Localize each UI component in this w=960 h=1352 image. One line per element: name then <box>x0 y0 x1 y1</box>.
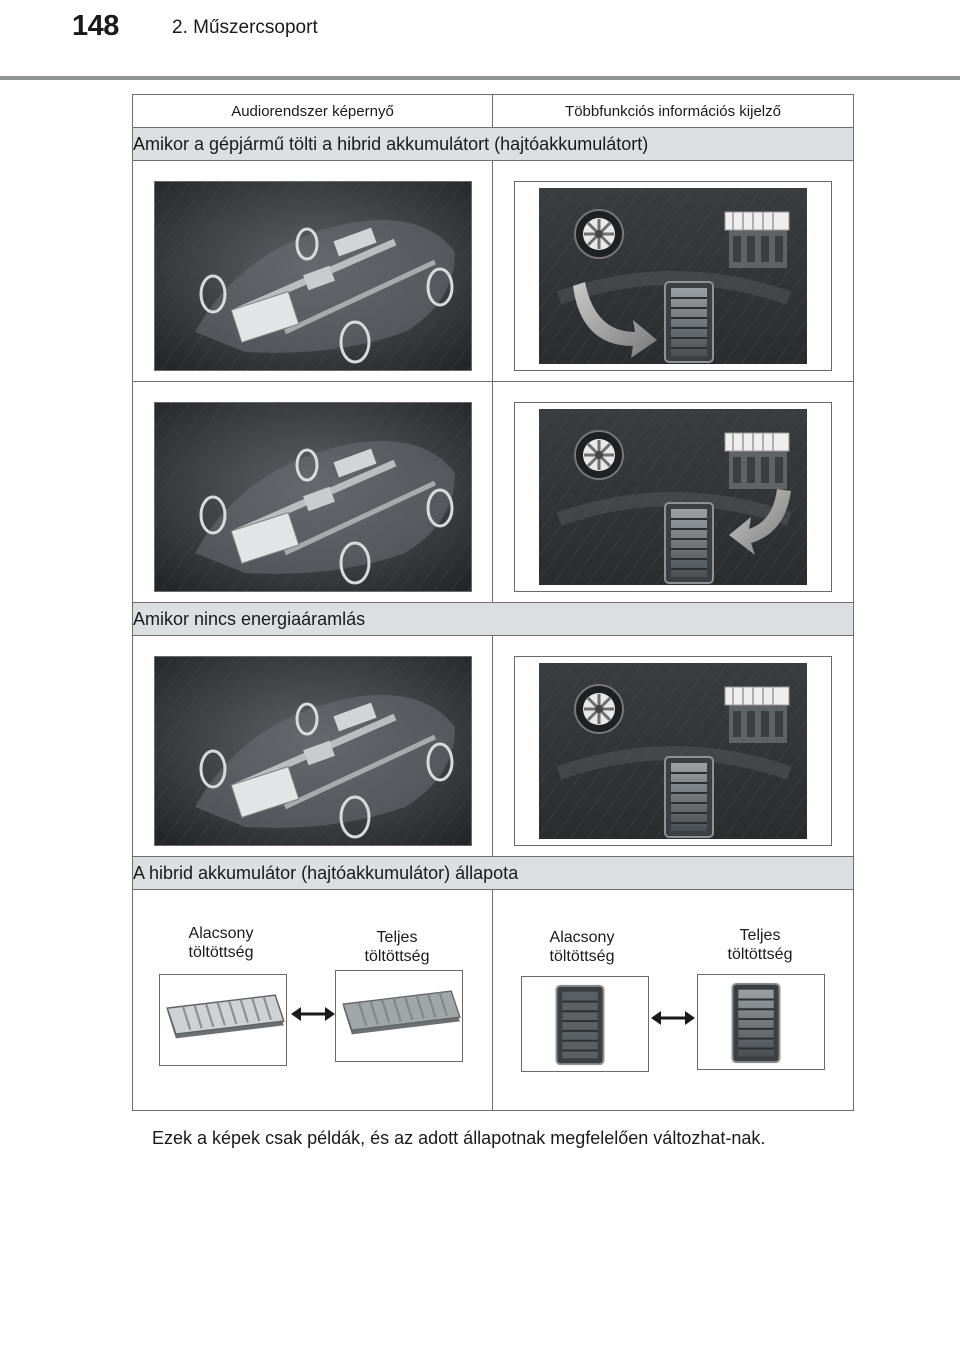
energy-monitor-table <box>132 94 854 1111</box>
mfd-screen-image <box>514 402 832 592</box>
car-chassis-illustration <box>155 403 471 591</box>
battery-icon <box>698 975 824 1069</box>
battery-low-image <box>159 974 287 1066</box>
mfd-battery-full-image <box>697 974 825 1070</box>
audio-screen-image <box>154 181 472 371</box>
double-arrow-icon <box>651 1008 695 1028</box>
car-chassis-illustration <box>155 657 471 845</box>
col-header-mfd: Többfunkciós információs kijelző <box>493 95 854 128</box>
section-title-battery-status: A hibrid akkumulátor (hajtóakkumulátor) állapota <box>133 857 854 890</box>
low-charge-label: Alacsony töltöttség <box>188 925 254 961</box>
battery-full-image <box>335 970 463 1062</box>
battery-icon <box>336 971 462 1061</box>
low-charge-label: Alacsony töltöttség <box>549 929 615 965</box>
section-title-no-flow: Amikor nincs energiaáramlás <box>133 603 854 636</box>
battery-icon <box>160 975 286 1065</box>
footnote: Ezek a képek csak példák, és az adott állapotnak megfelelően változhat-nak. <box>152 1128 766 1148</box>
double-arrow-icon <box>291 1004 335 1024</box>
page-number: 148 <box>72 10 119 42</box>
mfd-screen-image <box>514 656 832 846</box>
full-charge-label: Teljes töltöttség <box>727 927 793 963</box>
audio-screen-image <box>154 402 472 592</box>
col-header-audio: Audiorendszer képernyő <box>133 95 493 128</box>
mfd-screen-image <box>514 181 832 371</box>
battery-icon <box>522 977 648 1071</box>
section-title-charging: Amikor a gépjármű tölti a hibrid akkumulátort (hajtóakkumulátort) <box>133 128 854 161</box>
chapter-title: 2. Műszercsoport <box>172 17 318 38</box>
audio-screen-image <box>154 656 472 846</box>
header-rule <box>0 76 960 80</box>
car-chassis-illustration <box>155 182 471 370</box>
mfd-battery-low-image <box>521 976 649 1072</box>
full-charge-label: Teljes töltöttség <box>364 929 430 965</box>
